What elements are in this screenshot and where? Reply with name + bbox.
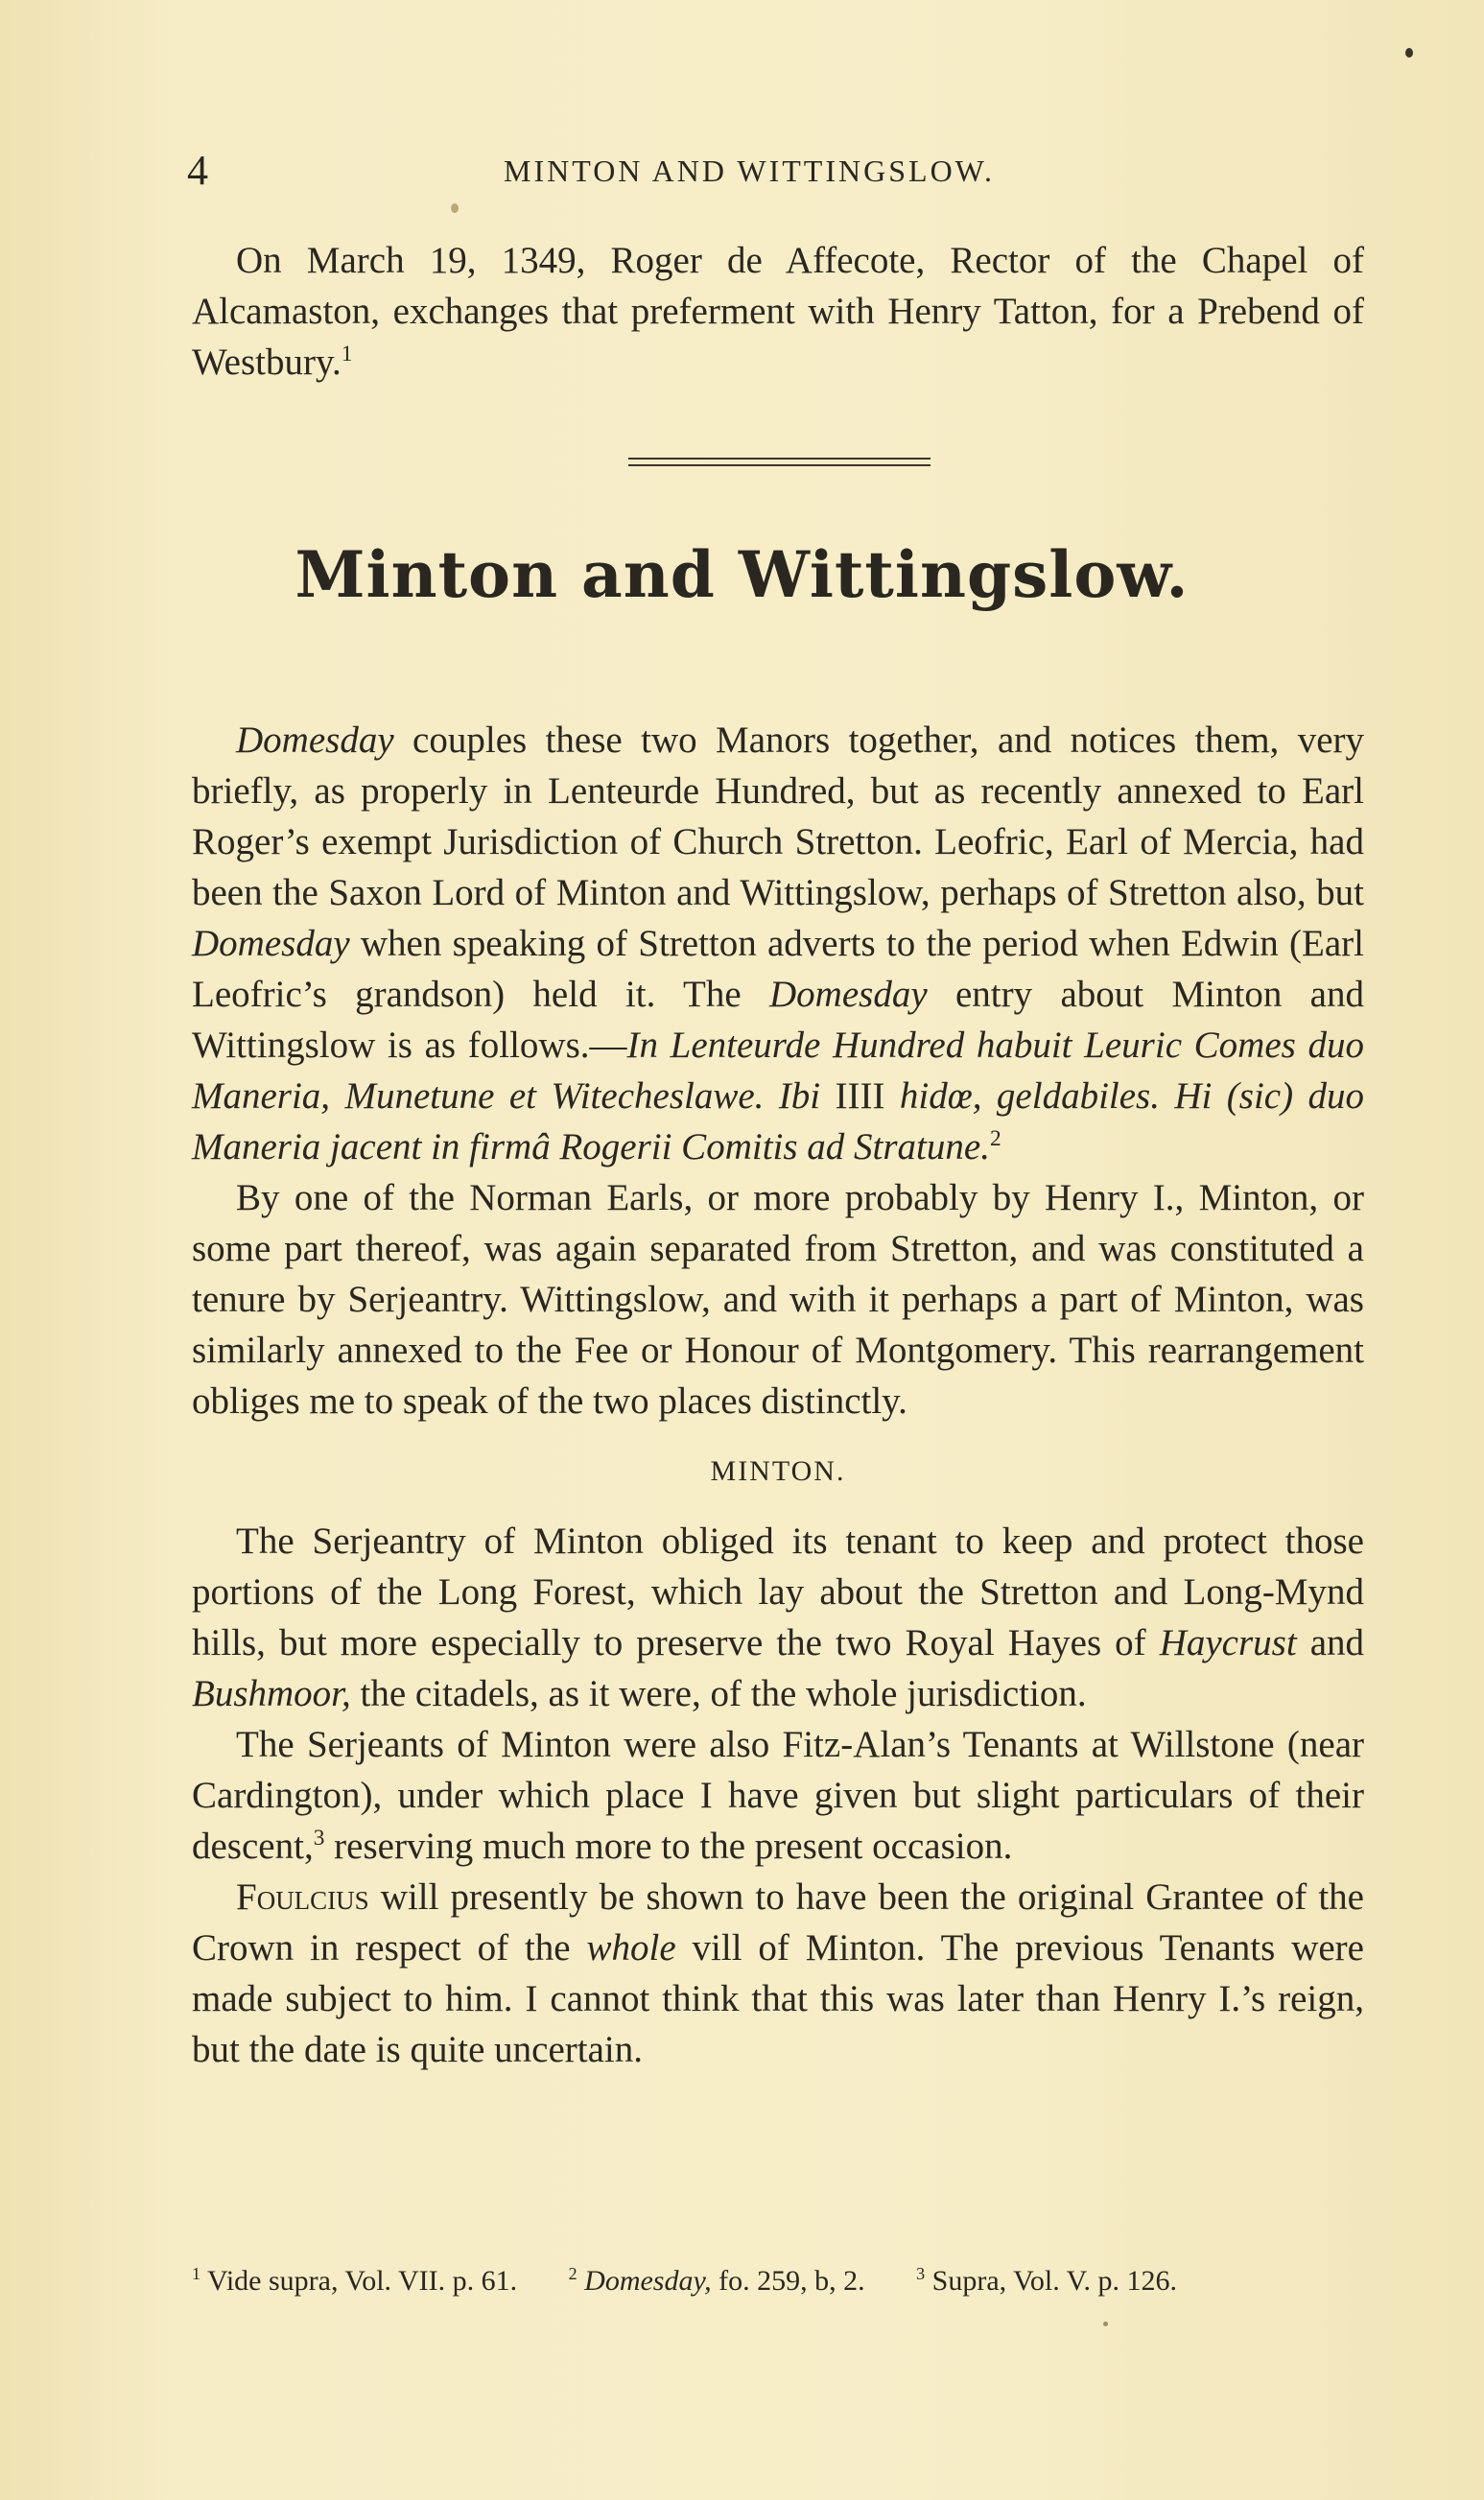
intro-paragraph bbox=[192, 235, 1364, 388]
page-number: 4 bbox=[187, 147, 208, 194]
double-rule-divider bbox=[628, 458, 930, 466]
footnote-1: $^1$ Vide supra, Vol. VII. p. 61. bbox=[192, 2264, 518, 2297]
paragraph-serjeants: The Serjeants of Minton were also Fitz-Alan’s Tenants at Willstone (near Cardington), under which place I have given but slight particulars of their descent,$^3$ reserving much more to the present occasion. bbox=[192, 1724, 1364, 1867]
subheading-minton: MINTON. bbox=[710, 1455, 846, 1487]
page-header bbox=[187, 146, 1338, 203]
footnotes bbox=[192, 2262, 1381, 2300]
footnote-ref-2: 2 bbox=[989, 1126, 1001, 1151]
paper-speck bbox=[451, 203, 459, 213]
paragraph-norman-earls: By one of the Norman Earls, or more probably by Henry I., Minton, or some part thereof, was again separated from Stretton, and was constituted a tenure by Serjeantry. Wittingslow, and with it perhaps a part of Minton, was similarly annexed to the Fee or Honour of Montgomery. This rearrangement obliges me to speak of the two places distinctly. bbox=[192, 1177, 1364, 1422]
intro-text: On March 19, 1349, Roger de Affecote, Rector of the Chapel of Alcamaston, exchanges that preferment with Henry Tatton, for a Prebend of Westbury. bbox=[192, 240, 1364, 383]
paragraph-domesday: Domesday couples these two Manors together, and notices them, very briefly, as properly in Lenteurde Hundred, but as recently annexed to Earl Roger’s exempt Jurisdiction of Church Stretton. Leofric, Earl of Mercia, had been the Saxon Lord of Minton and Wittingslow, perhaps of Stretton also, but Domesday when speaking of Stretton adverts to the period when Edwin (Earl Leofric’s grandson) held it. The Domesday entry about Minton and Wittingslow is as follows.—In Lenteurde Hundred habuit Leuric Comes duo Maneria, Munetune et Witecheslawe. Ibi IIII hidœ, geldabiles. Hi (sic) duo Maneria jacent in firmâ Rogerii Comitis ad Stratune.$^2$ bbox=[192, 719, 1365, 1167]
paper-speck bbox=[1103, 2322, 1108, 2326]
footnote-ref-1: 1 bbox=[341, 342, 353, 366]
footnote-3: $^3$ Supra, Vol. V. p. 126. bbox=[916, 2264, 1177, 2297]
footnote-ref-3: 3 bbox=[313, 1826, 325, 1851]
running-head: MINTON AND WITTINGSLOW. bbox=[504, 153, 995, 188]
paragraph-serjeantry: The Serjeantry of Minton obliged its tenant to keep and protect those portions of the Long Forest, which lay about the Stretton and Long-Mynd hills, but more especially to preserve the two Royal Hayes of Haycrust and Bushmoor, the citadels, as it were, of the whole jurisdiction. bbox=[192, 1521, 1364, 1714]
footnote-2: $^2$ Domesday, fo. 259, b, 2. bbox=[568, 2264, 865, 2297]
paper-speck bbox=[1405, 48, 1413, 58]
paragraph-foulcius: Foulcius will presently be shown to have been the original Grantee of the Crown in respect of the whole vill of Minton. The previous Tenants were made subject to him. I cannot think that this was later than Henry I.’s reign, but the date is quite uncertain. bbox=[192, 1876, 1364, 2070]
section-title: Minton and Wittingslow. bbox=[294, 537, 1190, 612]
body-text bbox=[192, 715, 1364, 2075]
